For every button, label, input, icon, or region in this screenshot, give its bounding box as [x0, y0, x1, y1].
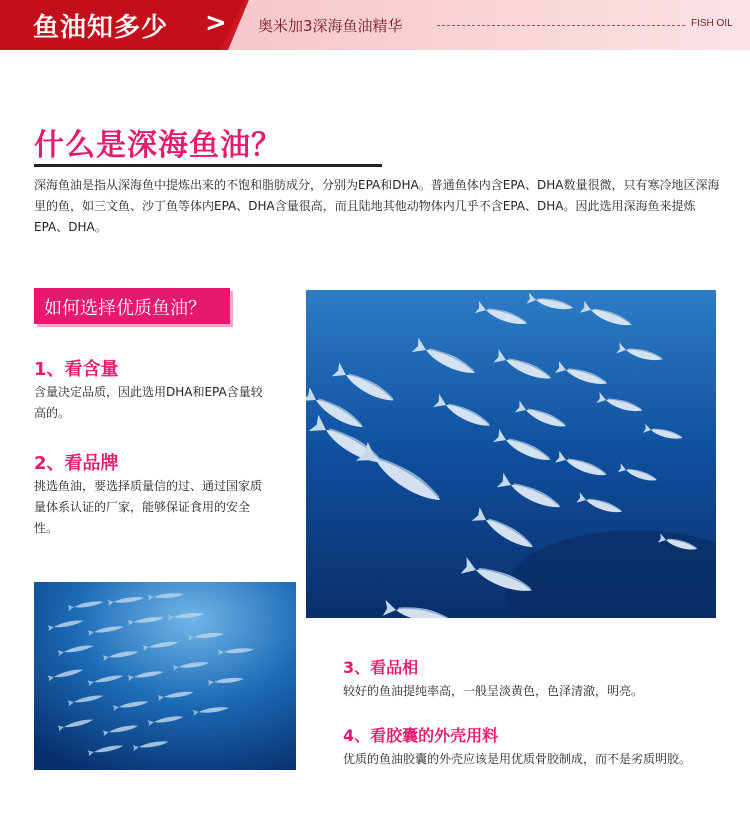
item-3-title: 3、看品相	[343, 658, 419, 677]
header-english-label: FISH OIL	[691, 18, 733, 29]
item-1-title: 1、看含量	[34, 359, 119, 380]
header-dashed-divider	[437, 25, 685, 26]
fish-school-photo	[306, 290, 716, 618]
item-2-text: 挑选鱼油，要选择质量信的过、通过国家质量体系认证的厂家，能够保证食用的安全性。	[34, 479, 263, 535]
header-title: 鱼油知多少	[33, 13, 169, 43]
intro-divider	[34, 164, 382, 167]
item-1-text: 含量决定品质，因此选用DHA和EPA含量较高的。	[34, 385, 263, 420]
chevron-right-icon: >	[205, 8, 227, 38]
item-3-text: 较好的鱼油提纯率高，一般呈淡黄色，色泽清澈，明亮。	[343, 684, 644, 698]
intro-title: 什么是深海鱼油？	[34, 128, 282, 163]
item-4-title: 4、看胶囊的外壳用料	[343, 726, 499, 745]
item-2-title: 2、看品牌	[34, 453, 119, 474]
sardine-school-photo	[34, 582, 296, 770]
intro-body: 深海鱼油是指从深海鱼中提炼出来的不饱和脂肪成分，分别为EPA和DHA。普通鱼体内含EPA、DHA数量很微，只有寒冷地区深海里的鱼，如三文鱼、沙丁鱼等体内EPA、DHA含量很高，而且陆地其他动物体内几乎不含EPA、DHA。因此选用深海鱼来提炼EPA、DHA。	[34, 178, 720, 234]
item-4-text: 优质的鱼油胶囊的外壳应该是用优质骨胶制成，而不是劣质明胶。	[343, 752, 692, 766]
header-subtitle: 奥米加3深海鱼油精华	[258, 17, 403, 35]
choose-badge: 如何选择优质鱼油？	[34, 288, 230, 324]
